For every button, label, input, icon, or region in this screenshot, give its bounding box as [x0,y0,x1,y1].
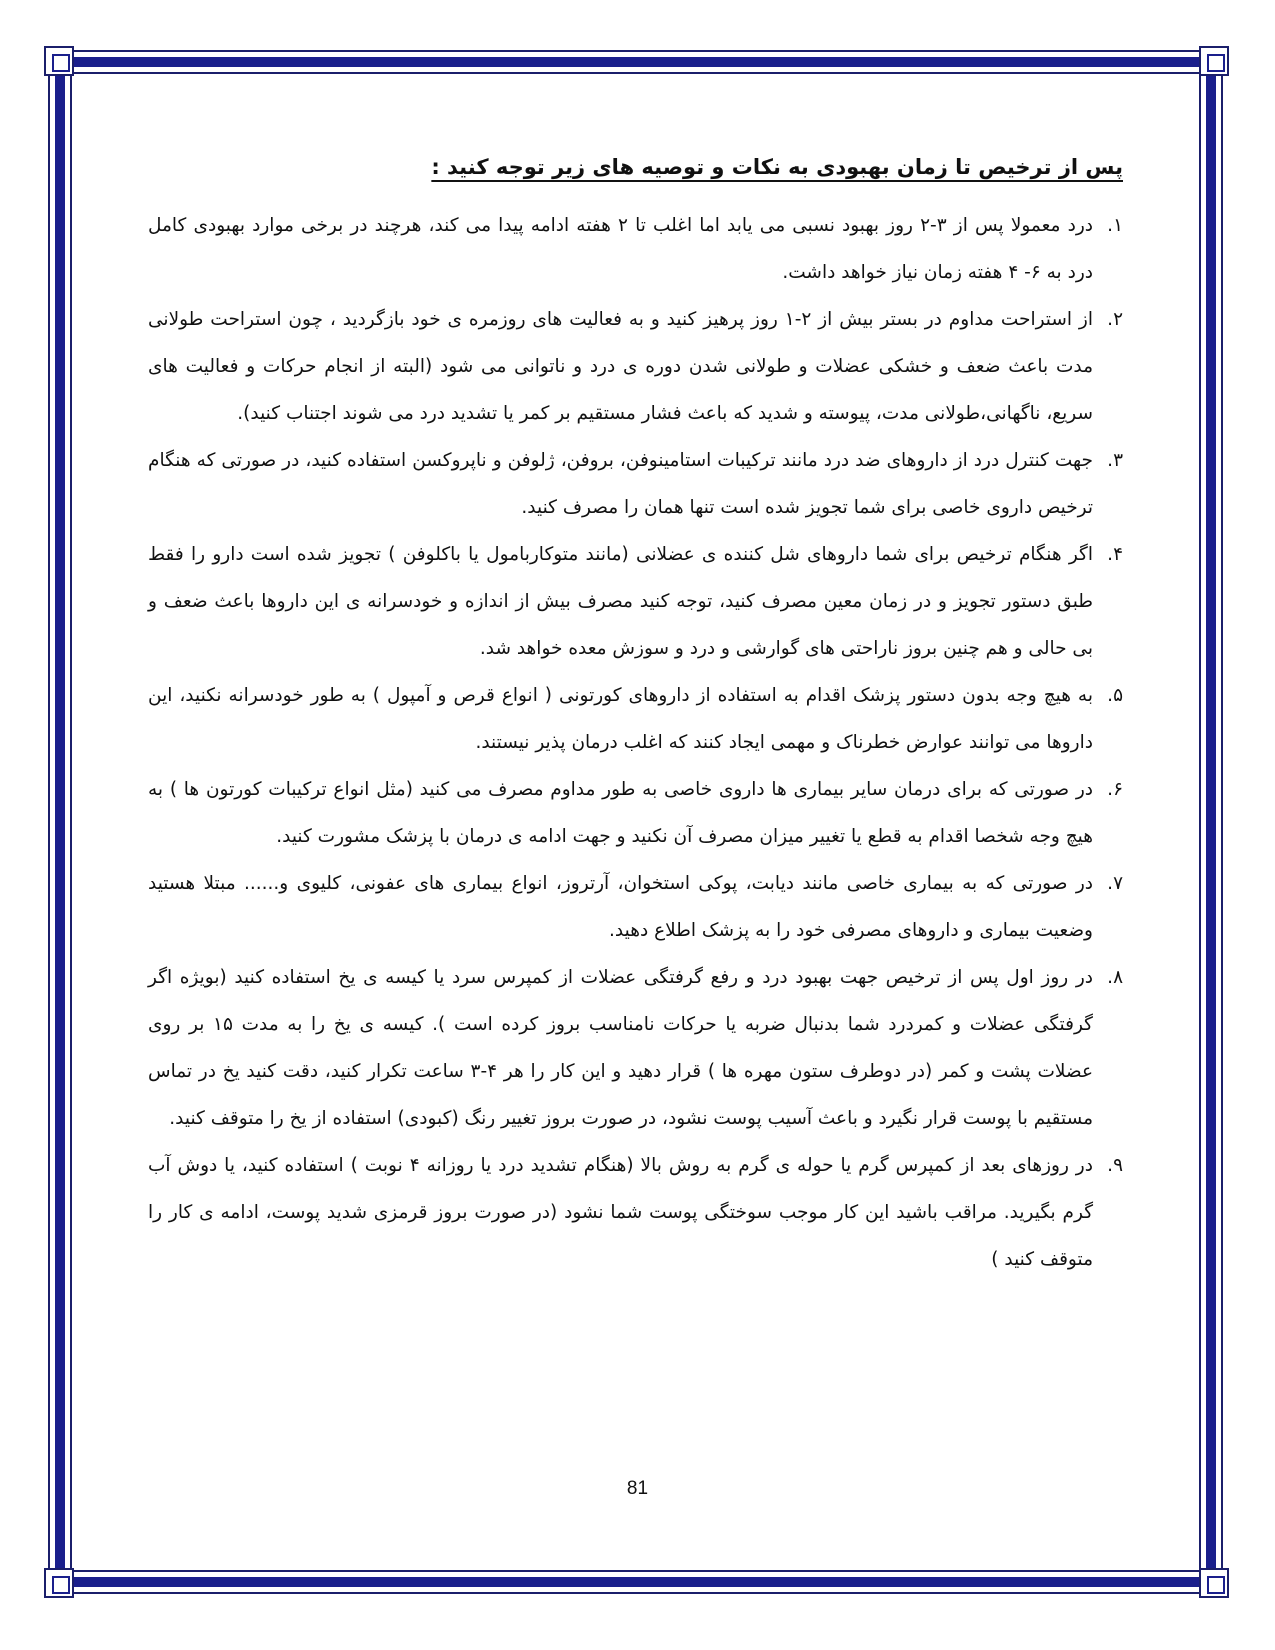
list-item-text: در روز اول پس از ترخیص جهت بهبود درد و رفع گرفتگی عضلات از کمپرس سرد یا کیسه ی یخ استفاده کنید (بویژه اگر گرفتگی عضلات و کمردرد شما بدنبال ضربه یا حرکات نامناسب بروز کرده است ). کیسه ی یخ را به مدت ۱۵ بر روی عضلات پشت و کمر (در دوطرف ستون مهره ها ) قرار دهید و این کار را هر ۴-۳ ساعت تکرار کنید، دقت کنید یخ در تماس مستقیم با پوست قرار نگیرد و باعث آسیب پوست نشود، در صورت بروز تغییر رنگ (کبودی) استفاده از یخ را متوقف کنید. [148,967,1093,1129]
list-item [148,202,1123,296]
list-item-text: به هیچ وجه بدون دستور پزشک اقدام به استفاده از داروهای کورتونی ( انواع قرص و آمپول ) به طور خودسرانه نکنید، این داروها می توانند عوارض خطرناک و مهمی ایجاد کنند که اغلب درمان پذیر نیستند. [148,685,1093,753]
list-item-text: جهت کنترل درد از داروهای ضد درد مانند ترکیبات استامینوفن، بروفن، ژلوفن و ناپروکسن استفاده کنید، در صورتی که هنگام ترخیص داروی خاصی برای شما تجویز شده است تنها همان را مصرف کنید. [148,450,1093,518]
corner-ornament-top-left [44,46,74,76]
list-item-number: ۹. [1107,1155,1123,1176]
list-item [148,954,1123,1142]
list-item-text: از استراحت مداوم در بستر بیش از ۲-۱ روز پرهیز کنید و به فعالیت های روزمره ی خود بازگردید ، چون استراحت طولانی مدت باعث ضعف و خشکی عضلات و طولانی شدن دوره ی درد و ناتوانی می شود (البته از انجام حرکات و فعالیت های سریع، ناگهانی،طولانی مدت، پیوسته و شدید که باعث فشار مستقیم بر کمر یا تشدید درد می شوند اجتناب کنید). [148,309,1093,424]
list-item-number: ۸. [1107,967,1123,988]
list-item [148,860,1123,954]
corner-ornament-bottom-left [44,1568,74,1598]
section-heading: پس از ترخیص تا زمان بهبودی به نکات و توصیه های زیر توجه کنید : [431,155,1123,179]
list-item-number: ۴. [1107,544,1123,565]
page-number: 81 [626,1478,649,1499]
list-item-text: در صورتی که به بیماری خاصی مانند دیابت، پوکی استخوان، آرتروز، انواع بیماری های عفونی، کلیوی و...... مبتلا هستید وضعیت بیماری و داروهای مصرفی خود را به پزشک اطلاع دهید. [148,873,1093,941]
list-item [148,531,1123,672]
recommendation-list [148,202,1123,1283]
document-body [148,150,1123,1283]
list-item [148,437,1123,531]
list-item-text: درد معمولا پس از ۳-۲ روز بهبود نسبی می یابد اما اغلب تا ۲ هفته ادامه پیدا می کند، هرچند در برخی موارد بهبودی کامل درد به ۶- ۴ هفته زمان نیاز خواهد داشت. [148,215,1093,283]
list-item-text: در روزهای بعد از کمپرس گرم یا حوله ی گرم به روش بالا (هنگام تشدید درد یا روزانه ۴ نوبت ) استفاده کنید، یا دوش آب گرم بگیرید. مراقب باشید این کار موجب سوختگی پوست شما نشود (در صورت بروز قرمزی شدید پوست، ادامه ی کار را متوقف کنید ) [148,1155,1093,1270]
list-item-text: در صورتی که برای درمان سایر بیماری ها داروی خاصی به طور مداوم مصرف می کنید (مثل انواع ترکیبات کورتون ها ) به هیچ وجه شخصا اقدام به قطع یا تغییر میزان مصرف آن نکنید و جهت ادامه ی درمان با پزشک مشورت کنید. [148,779,1093,847]
list-item-number: ۶. [1107,779,1123,800]
list-item-number: ۵. [1107,685,1123,706]
list-item [148,296,1123,437]
corner-ornament-top-right [1199,46,1229,76]
list-item [148,672,1123,766]
list-item-number: ۷. [1107,873,1123,894]
list-item [148,1142,1123,1283]
list-item-number: ۱. [1107,215,1123,236]
list-item [148,766,1123,860]
list-item-number: ۲. [1107,309,1123,330]
list-item-number: ۳. [1107,450,1123,471]
corner-ornament-bottom-right [1199,1568,1229,1598]
list-item-text: اگر هنگام ترخیص برای شما داروهای شل کننده ی عضلانی (مانند متوکاربامول یا باکلوفن ) تجویز شده است دارو را فقط طبق دستور تجویز و در زمان معین مصرف کنید، توجه کنید مصرف بیش از اندازه و خودسرانه ی این داروها باعث ضعف و بی حالی و هم چنین بروز ناراحتی های گوارشی و درد و سوزش معده خواهد شد. [148,544,1093,659]
